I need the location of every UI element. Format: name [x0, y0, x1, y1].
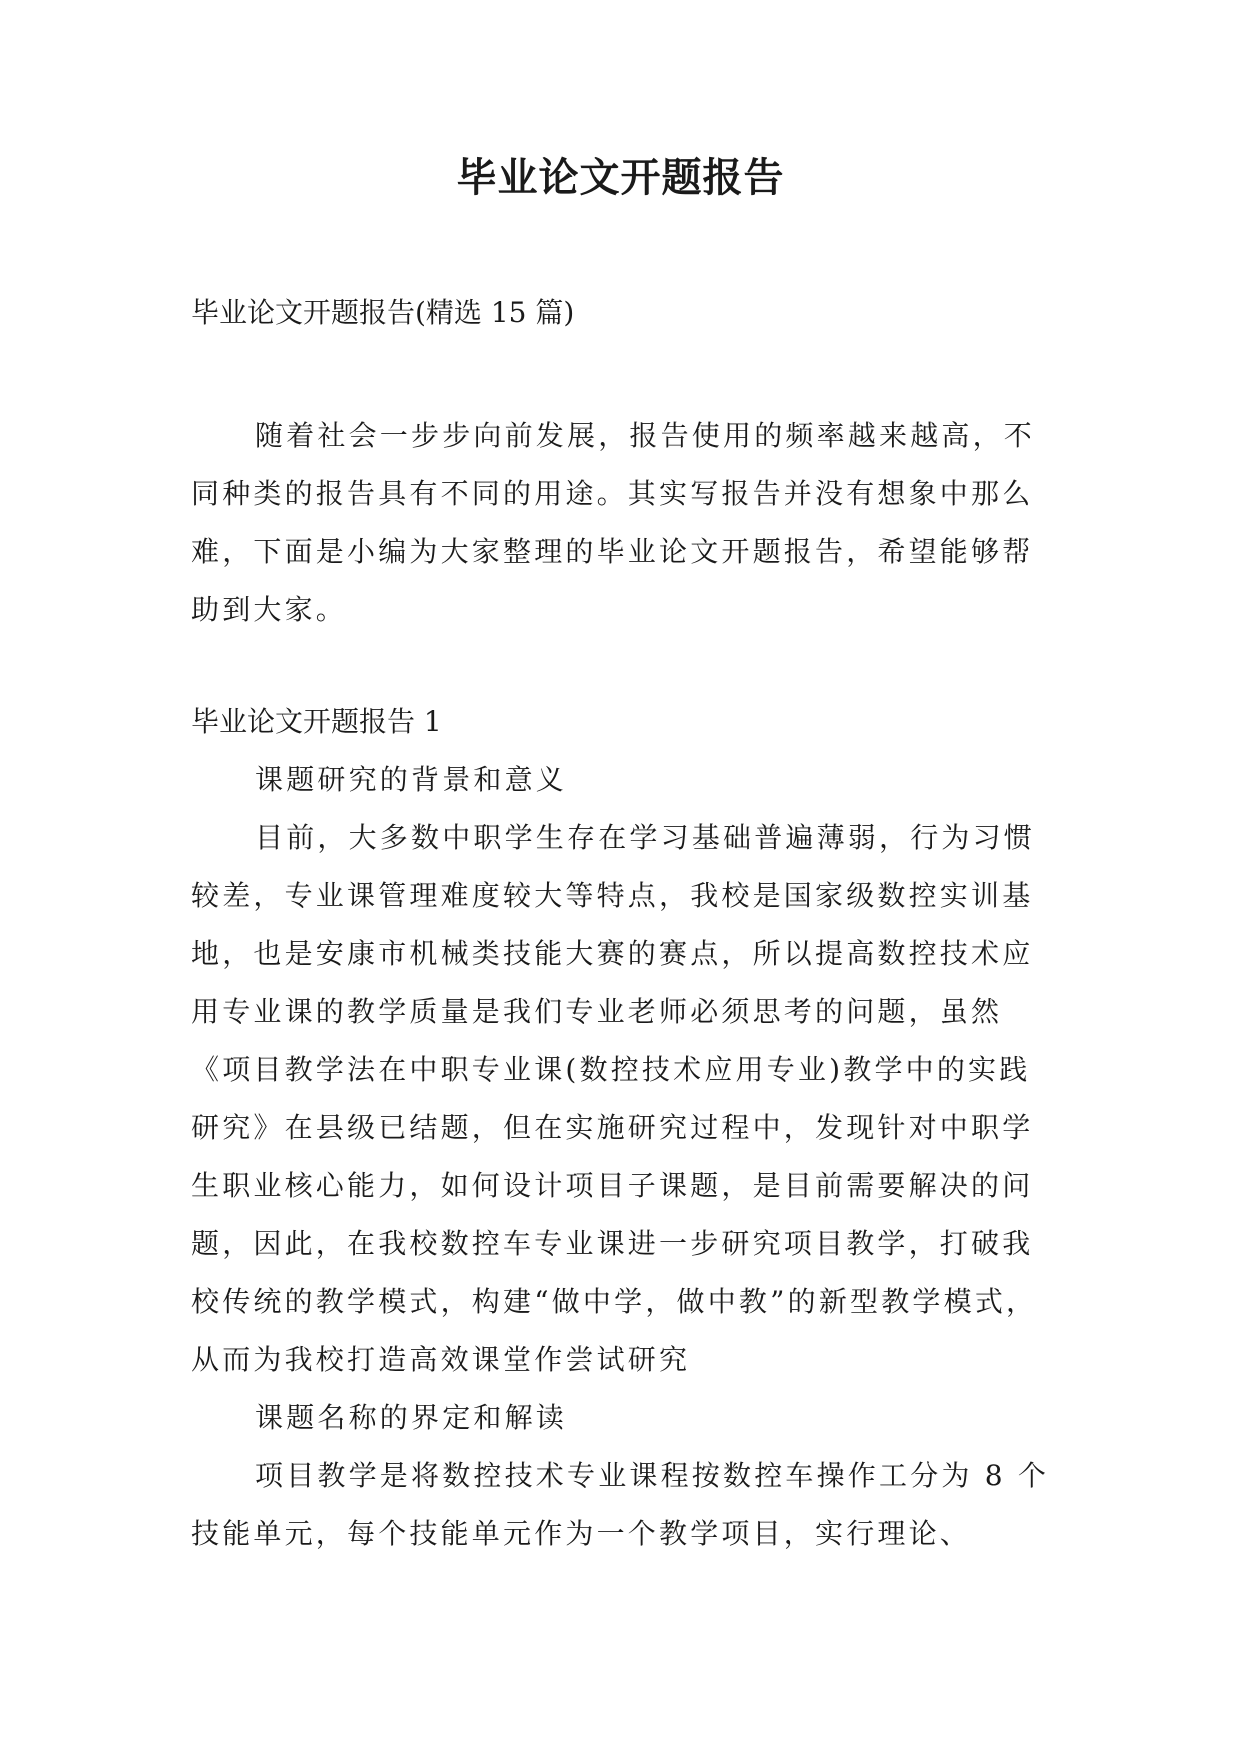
section-heading-definition: 课题名称的界定和解读 — [255, 1401, 568, 1434]
document-subtitle: 毕业论文开题报告(精选 15 篇) — [191, 296, 575, 329]
document-title: 毕业论文开题报告 — [456, 155, 785, 201]
body-paragraph-definition: 项目教学是将数控技术专业课程按数控车操作工分为 8 个技能单元，每个技能单元作为一个教学项目，实行理论、 — [191, 1459, 1050, 1550]
body-paragraph-background: 目前，大多数中职学生存在学习基础普遍薄弱，行为习惯较差，专业课管理难度较大等特点，我校是国家级数控实训基地，也是安康市机械类技能大赛的赛点，所以提高数控技术应用专业课的教学质量是我们专业老师必须思考的问题，虽然《项目教学法在中职专业课(数控技术应用专业)教学中的实践研究》在县级已结题，但在实施研究过程中，发现针对中职学生职业核心能力，如何设计项目子课题，是目前需要解决的问题，因此，在我校数控车专业课进一步研究项目教学，打破我校传统的教学模式，构建“做中学，做中教”的新型教学模式，从而为我校打造高效课堂作尝试研究 — [191, 821, 1038, 1376]
section-heading-background: 课题研究的背景和意义 — [255, 763, 568, 796]
report-heading: 毕业论文开题报告 1 — [191, 705, 442, 738]
intro-paragraph: 随着社会一步步向前发展，报告使用的频率越来越高，不同种类的报告具有不同的用途。其实写报告并没有想象中那么难，下面是小编为大家整理的毕业论文开题报告，希望能够帮助到大家。 — [191, 419, 1036, 626]
report-body — [191, 751, 1051, 1563]
